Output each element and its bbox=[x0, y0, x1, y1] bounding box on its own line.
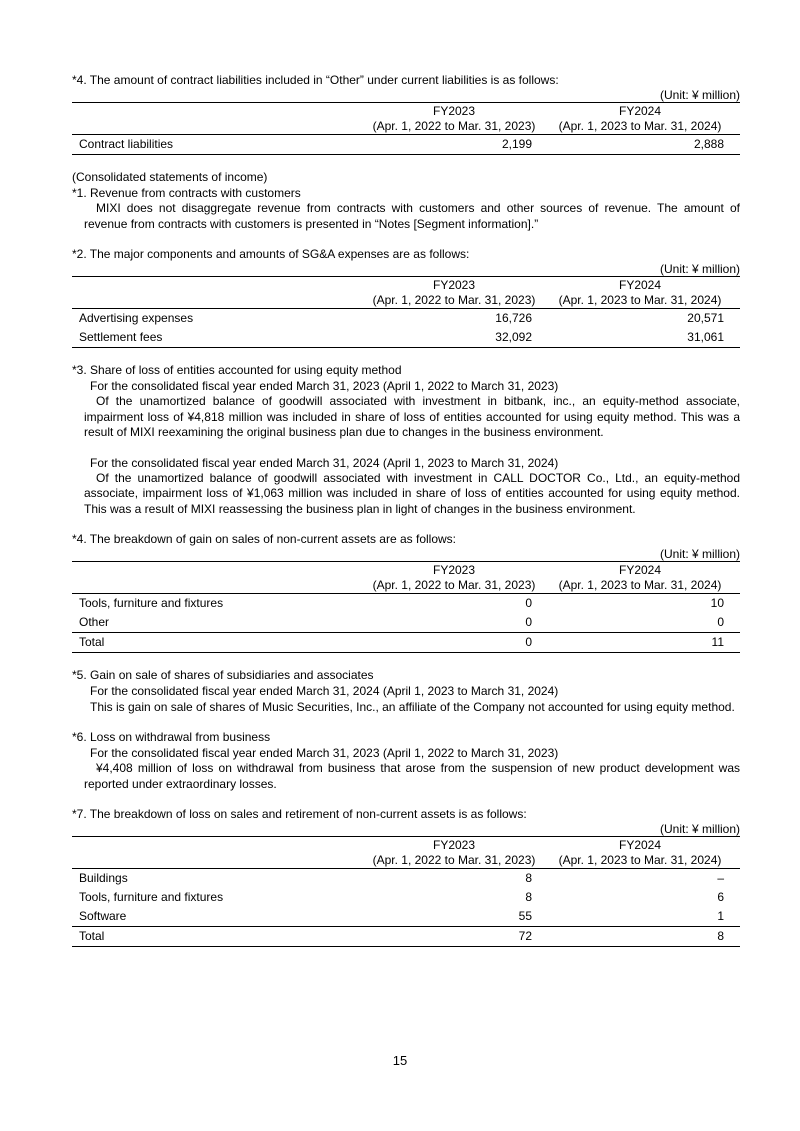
table-row: Software 55 1 bbox=[79, 909, 724, 923]
column-subheader: (Apr. 1, 2022 to Mar. 31, 2023) bbox=[368, 119, 540, 135]
table-row: Tools, furniture and fixtures 8 6 bbox=[79, 890, 724, 904]
column-header: FY2023 bbox=[368, 837, 540, 853]
unit-label: (Unit: ¥ million) bbox=[659, 88, 740, 102]
table-row: Buildings 8 – bbox=[79, 871, 724, 885]
column-subheader: (Apr. 1, 2023 to Mar. 31, 2024) bbox=[540, 578, 740, 594]
total-row: Total 72 8 bbox=[72, 927, 740, 947]
sga-expenses-table bbox=[72, 276, 740, 348]
table-row: Settlement fees 32,092 31,061 bbox=[72, 328, 740, 348]
loss-on-retirement-table bbox=[72, 836, 740, 947]
column-header: FY2024 bbox=[540, 277, 740, 293]
column-subheader: (Apr. 1, 2022 to Mar. 31, 2023) bbox=[368, 853, 540, 869]
column-header: FY2024 bbox=[540, 837, 740, 853]
column-subheader: (Apr. 1, 2022 to Mar. 31, 2023) bbox=[368, 293, 540, 309]
column-header: FY2023 bbox=[368, 277, 540, 293]
section-heading: *2. The major components and amounts of SG&A expenses are as follows: bbox=[72, 247, 470, 261]
column-subheader: (Apr. 1, 2023 to Mar. 31, 2024) bbox=[540, 293, 740, 309]
column-subheader: (Apr. 1, 2023 to Mar. 31, 2024) bbox=[540, 119, 740, 135]
total-row: Total 0 11 bbox=[72, 633, 740, 653]
section-heading: *4. The amount of contract liabilities included in “Other” under current liabilities is as follows: bbox=[72, 73, 559, 87]
column-header: FY2023 bbox=[368, 103, 540, 119]
gain-on-sales-table bbox=[72, 561, 740, 653]
table-row: Contract liabilities 2,199 2,888 bbox=[72, 135, 740, 155]
document-page bbox=[72, 72, 740, 947]
column-subheader: (Apr. 1, 2022 to Mar. 31, 2023) bbox=[368, 578, 540, 594]
period-title: For the consolidated fiscal year ended March 31, 2024 (April 1, 2023 to March 31, 2024) bbox=[90, 684, 559, 698]
subsection-heading: (Consolidated statements of income) bbox=[72, 170, 268, 184]
period-title: For the consolidated fiscal year ended March 31, 2024 (April 1, 2023 to March 31, 2024) bbox=[90, 455, 559, 470]
column-subheader: (Apr. 1, 2023 to Mar. 31, 2024) bbox=[540, 853, 740, 869]
column-header: FY2024 bbox=[540, 103, 740, 119]
section-heading: *7. The breakdown of loss on sales and retirement of non-current assets is as follows: bbox=[72, 807, 527, 821]
section-heading: *5. Gain on sale of shares of subsidiaries and associates bbox=[72, 668, 374, 682]
paragraph: This is gain on sale of shares of Music Securities, Inc., an affiliate of the Company not accounted for using equity method. bbox=[90, 700, 735, 714]
paragraph: Of the unamortized balance of goodwill associated with investment in bitbank, inc., an equity-method associate, impairment loss of ¥4,818 million was included in share of loss of entities accounted for using equity method. This was a result of MIXI reexamining the original business plan due to changes in the business environment. bbox=[84, 394, 740, 439]
unit-label: (Unit: ¥ million) bbox=[659, 547, 740, 561]
table-row: Other 0 0 bbox=[79, 615, 724, 629]
paragraph: MIXI does not disaggregate revenue from contracts with customers and other sources of revenue. The amount of revenue from contracts with customers is presented in “Notes [Segment information].” bbox=[84, 201, 740, 231]
contract-liabilities-table bbox=[72, 102, 740, 155]
section-heading: *6. Loss on withdrawal from business bbox=[72, 730, 271, 744]
section-heading: *1. Revenue from contracts with customers bbox=[72, 186, 301, 200]
section-heading: *4. The breakdown of gain on sales of non-current assets are as follows: bbox=[72, 532, 456, 546]
table-row: Advertising expenses 16,726 20,571 bbox=[79, 311, 724, 325]
period-title: For the consolidated fiscal year ended March 31, 2023 (April 1, 2022 to March 31, 2023) bbox=[90, 379, 559, 393]
column-header: FY2024 bbox=[540, 562, 740, 578]
period-title: For the consolidated fiscal year ended March 31, 2023 (April 1, 2022 to March 31, 2023) bbox=[90, 746, 559, 760]
paragraph: Of the unamortized balance of goodwill associated with investment in CALL DOCTOR Co., Ltd., an equity-method associate, impairment loss of ¥1,063 million was included in share of loss of entities accounted for using equity method. This was a result of MIXI reassessing the business plan in light of changes in the business environment. bbox=[84, 470, 740, 516]
page-number: 15 bbox=[392, 1053, 408, 1068]
section-heading: *3. Share of loss of entities accounted for using equity method bbox=[72, 363, 402, 377]
paragraph: ¥4,408 million of loss on withdrawal from business that arose from the suspension of new product development was reported under extraordinary losses. bbox=[84, 761, 740, 791]
column-header: FY2023 bbox=[368, 562, 540, 578]
unit-label: (Unit: ¥ million) bbox=[659, 262, 740, 276]
unit-label: (Unit: ¥ million) bbox=[659, 822, 740, 836]
table-row: Tools, furniture and fixtures 0 10 bbox=[79, 596, 724, 610]
